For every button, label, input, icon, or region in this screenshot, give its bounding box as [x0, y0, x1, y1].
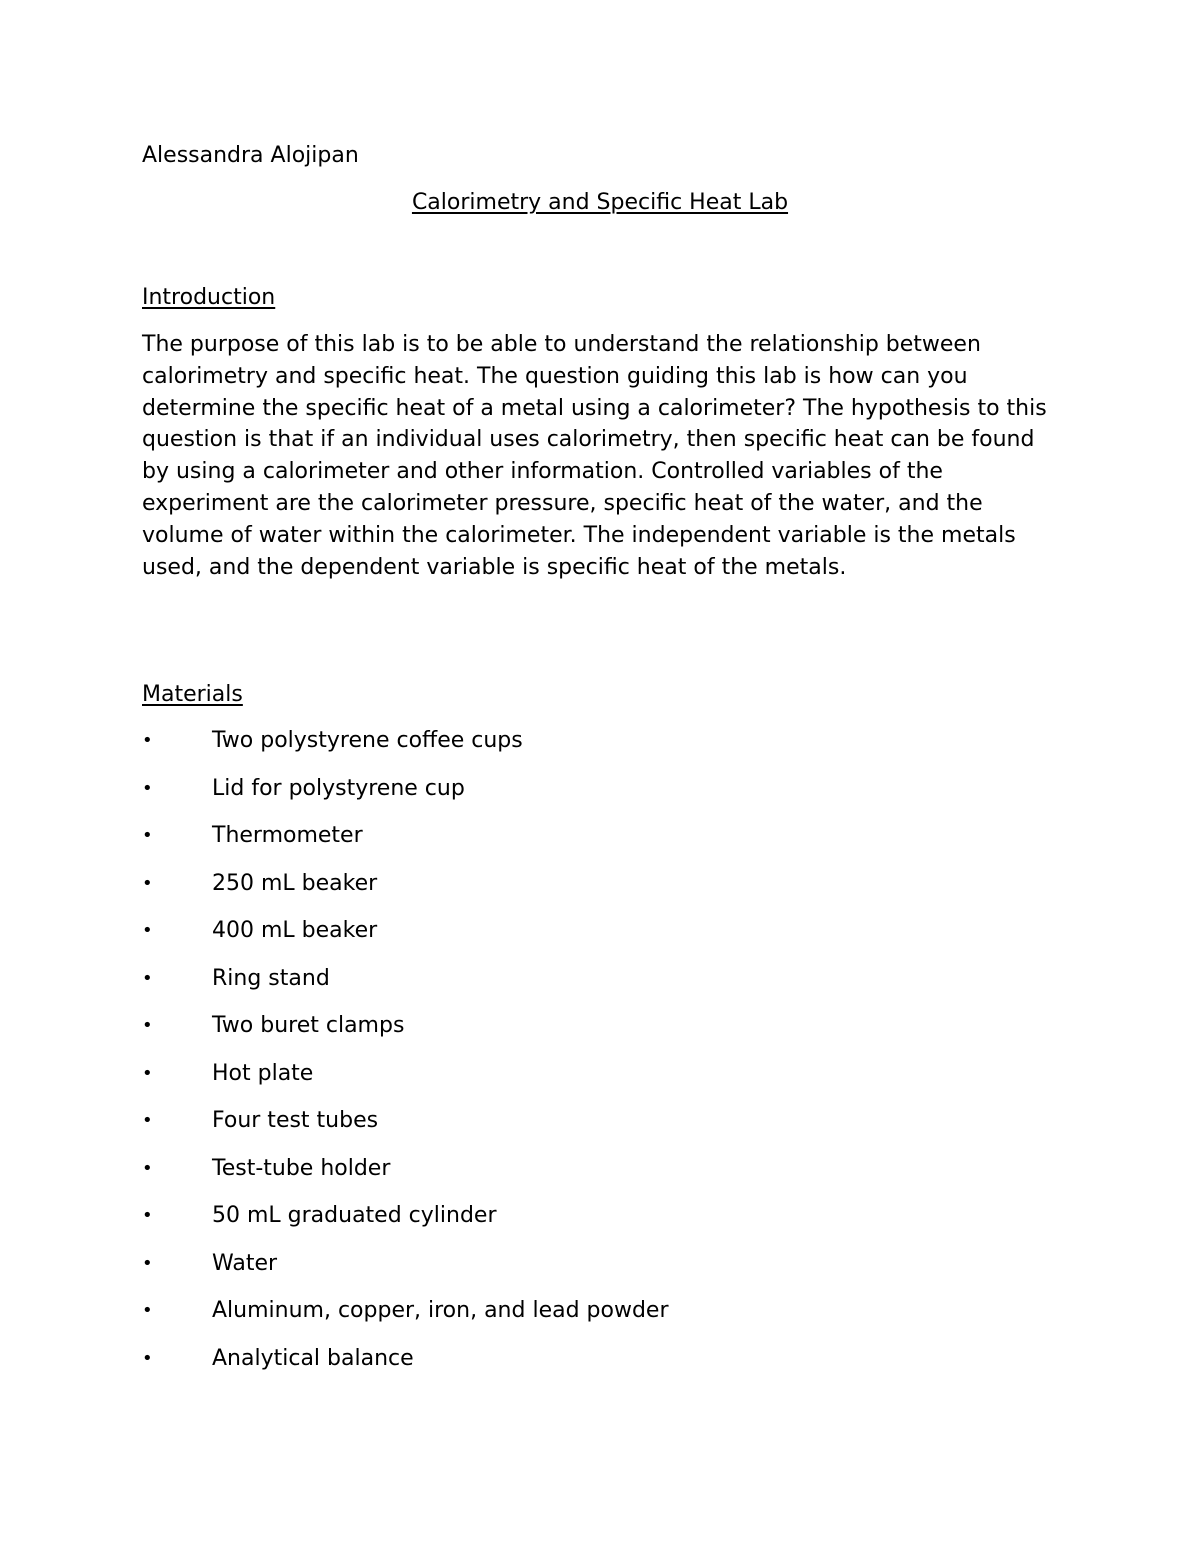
materials-heading: Materials: [142, 682, 243, 707]
material-item-label: Two polystyrene coffee cups: [212, 728, 523, 753]
bullet-icon: •: [142, 777, 153, 799]
introduction-paragraph: The purpose of this lab is to be able to understand the relationship between calorimetry and specific heat. The question guiding this lab is how can you determine the specific heat of a metal using a calorimeter? The hypothesis to this question is that if an individual uses calorimetry, then specific heat can be found by using a calorimeter and other information. Controlled variables of the experiment are the calorimeter pressure, specific heat of the water, and the volume of water within the calorimeter. The independent variable is the metals used, and the dependent variable is specific heat of the metals.: [142, 332, 1047, 580]
bullet-icon: •: [142, 730, 153, 751]
bullet-icon: •: [142, 1015, 153, 1036]
material-item-label: Two buret clamps: [212, 1013, 405, 1038]
bullet-icon: •: [142, 825, 153, 846]
material-item-label: Analytical balance: [212, 1345, 414, 1371]
bullet-icon: •: [142, 872, 153, 894]
material-item-label: Lid for polystyrene cup: [212, 775, 465, 801]
introduction-heading: Introduction: [142, 285, 276, 310]
bullet-icon: •: [142, 1300, 153, 1321]
material-item-label: Hot plate: [212, 1060, 314, 1086]
bullet-icon: •: [142, 967, 153, 989]
material-item-label: Aluminum, copper, iron, and lead powder: [212, 1298, 669, 1323]
bullet-icon: •: [142, 920, 153, 941]
bullet-icon: •: [142, 1205, 153, 1226]
bullet-icon: •: [142, 1110, 153, 1131]
material-item-label: Thermometer: [212, 823, 363, 848]
document-title: Calorimetry and Specific Heat Lab: [411, 190, 789, 215]
bullet-icon: •: [142, 1252, 153, 1274]
material-item-label: Four test tubes: [212, 1108, 379, 1133]
material-item-label: Ring stand: [212, 965, 330, 991]
author-name: Alessandra Alojipan: [142, 143, 359, 168]
material-item-label: 400 mL beaker: [212, 918, 378, 943]
material-item-label: Water: [212, 1250, 278, 1276]
bullet-icon: •: [142, 1062, 153, 1084]
material-item-label: 250 mL beaker: [212, 870, 378, 896]
material-item-label: 50 mL graduated cylinder: [212, 1203, 497, 1228]
material-item-label: Test-tube holder: [212, 1155, 391, 1181]
bullet-icon: •: [142, 1157, 153, 1179]
bullet-icon: •: [142, 1347, 153, 1369]
